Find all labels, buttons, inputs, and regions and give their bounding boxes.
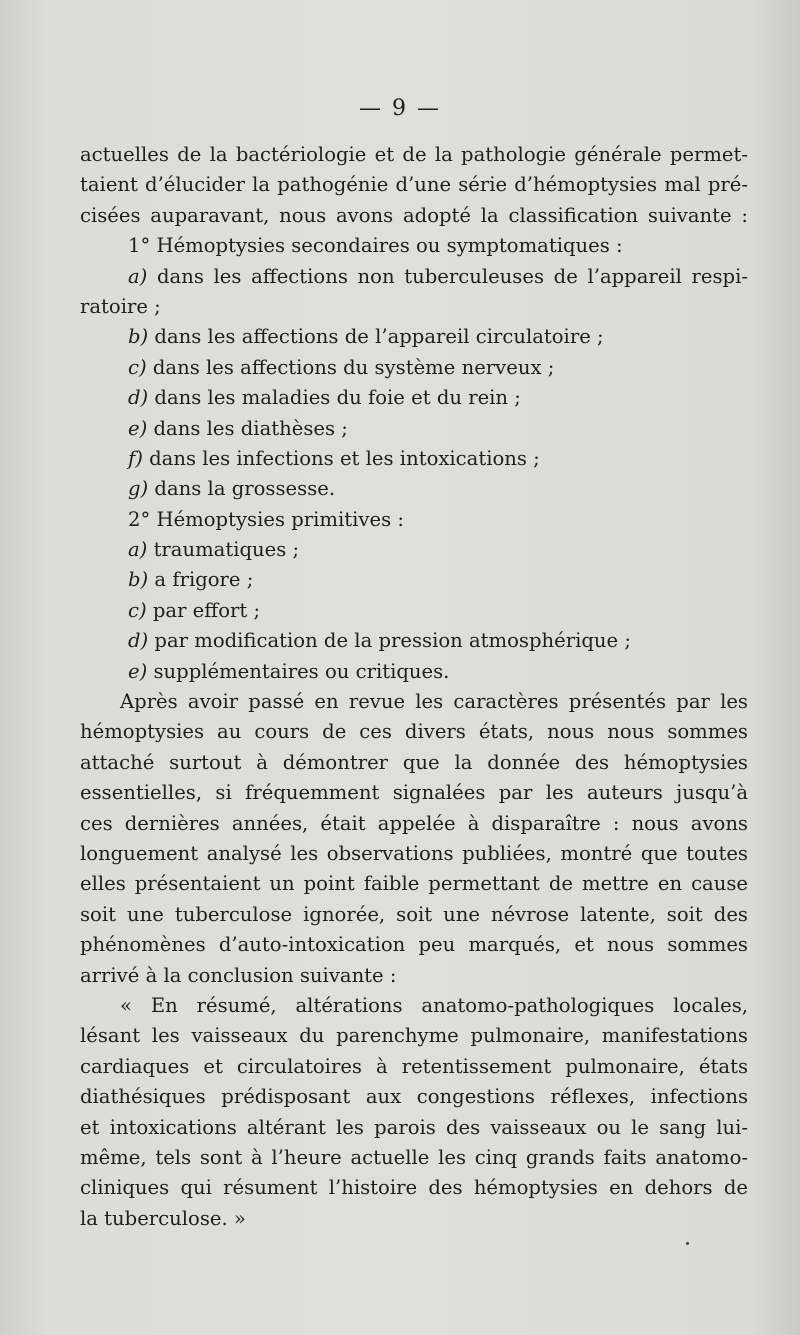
item-text: dans la grossesse.	[154, 477, 336, 501]
quote-line: et intoxications altérant les parois des vaisseaux ou le sang lui-	[80, 1115, 748, 1139]
paragraph-line: phénomènes d’auto-intoxication peu marqués, et nous sommes	[80, 933, 748, 957]
item-mark: g)	[128, 477, 149, 501]
item-mark: c)	[128, 355, 147, 379]
item-text: dans les diathèses ;	[153, 416, 348, 440]
item-mark: e)	[128, 659, 148, 683]
item-mark: f)	[128, 446, 143, 470]
item-mark: b)	[128, 568, 149, 592]
list-item	[80, 657, 748, 687]
list-item	[80, 383, 748, 413]
item-mark: e)	[128, 416, 148, 440]
text-line: taient d’élucider la pathogénie d’une série d’hémoptysies mal pré-	[80, 173, 748, 197]
item-text: dans les affections de l’appareil circulatoire ;	[154, 325, 604, 349]
item-text: dans les affections non tuberculeuses de l’appareil respi-	[156, 264, 748, 288]
quote-line: la tuberculose. »	[80, 1206, 246, 1230]
item-text: dans les infections et les intoxications ;	[149, 446, 540, 470]
paragraph-line: hémoptysies au cours de ces divers états, nous nous sommes	[80, 720, 748, 744]
paragraph-line: attaché surtout à démontrer que la donnée des hémoptysies	[80, 750, 748, 774]
quote-line: diathésiques prédisposant aux congestions réflexes, infections	[80, 1085, 748, 1109]
list-item	[80, 262, 748, 292]
list-item	[80, 322, 748, 352]
text-line: cisées auparavant, nous avons adopté la classification suivante :	[80, 203, 748, 227]
item-mark: a)	[128, 264, 148, 288]
body-text	[80, 140, 748, 1234]
item-text: dans les maladies du foie et du rein ;	[154, 386, 521, 410]
item-text: a frigore ;	[154, 568, 254, 592]
paragraph-line: soit une tuberculose ignorée, soit une névrose latente, soit des	[80, 902, 748, 926]
item-text: supplémentaires ou critiques.	[153, 659, 450, 683]
paragraph-line: Après avoir passé en revue les caractères présentés par les	[120, 690, 748, 714]
quote-line: lésant les vaisseaux du parenchyme pulmonaire, manifestations	[80, 1024, 748, 1048]
item-mark: d)	[128, 386, 149, 410]
list-item	[80, 414, 748, 444]
section-heading-secondary: 1° Hémoptysies secondaires ou symptomatiques :	[128, 234, 623, 258]
list-item	[80, 565, 748, 595]
section-heading-primary: 2° Hémoptysies primitives :	[128, 507, 404, 531]
item-mark: c)	[128, 598, 147, 622]
quote-line: même, tels sont à l’heure actuelle les cinq grands faits anatomo-	[80, 1145, 748, 1169]
item-text: dans les affections du système nerveux ;	[152, 355, 555, 379]
list-item	[80, 596, 748, 626]
item-mark: b)	[128, 325, 149, 349]
item-text: traumatiques ;	[153, 538, 300, 562]
text-line: actuelles de la bactériologie et de la pathologie générale permet-	[80, 143, 748, 166]
list-item	[80, 444, 748, 474]
item-text: par effort ;	[152, 598, 261, 622]
item-mark: d)	[128, 629, 149, 653]
quote-line: cardiaques et circulatoires à retentissement pulmonaire, états	[80, 1054, 748, 1078]
paragraph-line: essentielles, si fréquemment signalées par les auteurs jusqu’à	[80, 781, 748, 805]
paragraph-line: ces dernières années, était appelée à disparaître : nous avons	[80, 811, 748, 835]
list-item	[80, 353, 748, 383]
ink-speck	[686, 1242, 689, 1245]
item-text: par modification de la pression atmosphérique ;	[154, 629, 631, 653]
paragraph-line: elles présentaient un point faible permettant de mettre en cause	[80, 872, 748, 896]
page-number: — 9 —	[359, 96, 441, 121]
list-item-continuation: ratoire ;	[80, 294, 161, 318]
item-mark: a)	[128, 538, 148, 562]
quote-line: cliniques qui résument l’histoire des hémoptysies en dehors de	[80, 1176, 748, 1200]
paragraph-line: arrivé à la conclusion suivante :	[80, 963, 397, 987]
paragraph-line: longuement analysé les observations publiées, montré que toutes	[80, 841, 748, 865]
list-item	[80, 626, 748, 656]
list-item	[80, 535, 748, 565]
quote-line: « En résumé, altérations anatomo-pathologiques locales,	[120, 993, 748, 1017]
list-item	[80, 474, 748, 504]
